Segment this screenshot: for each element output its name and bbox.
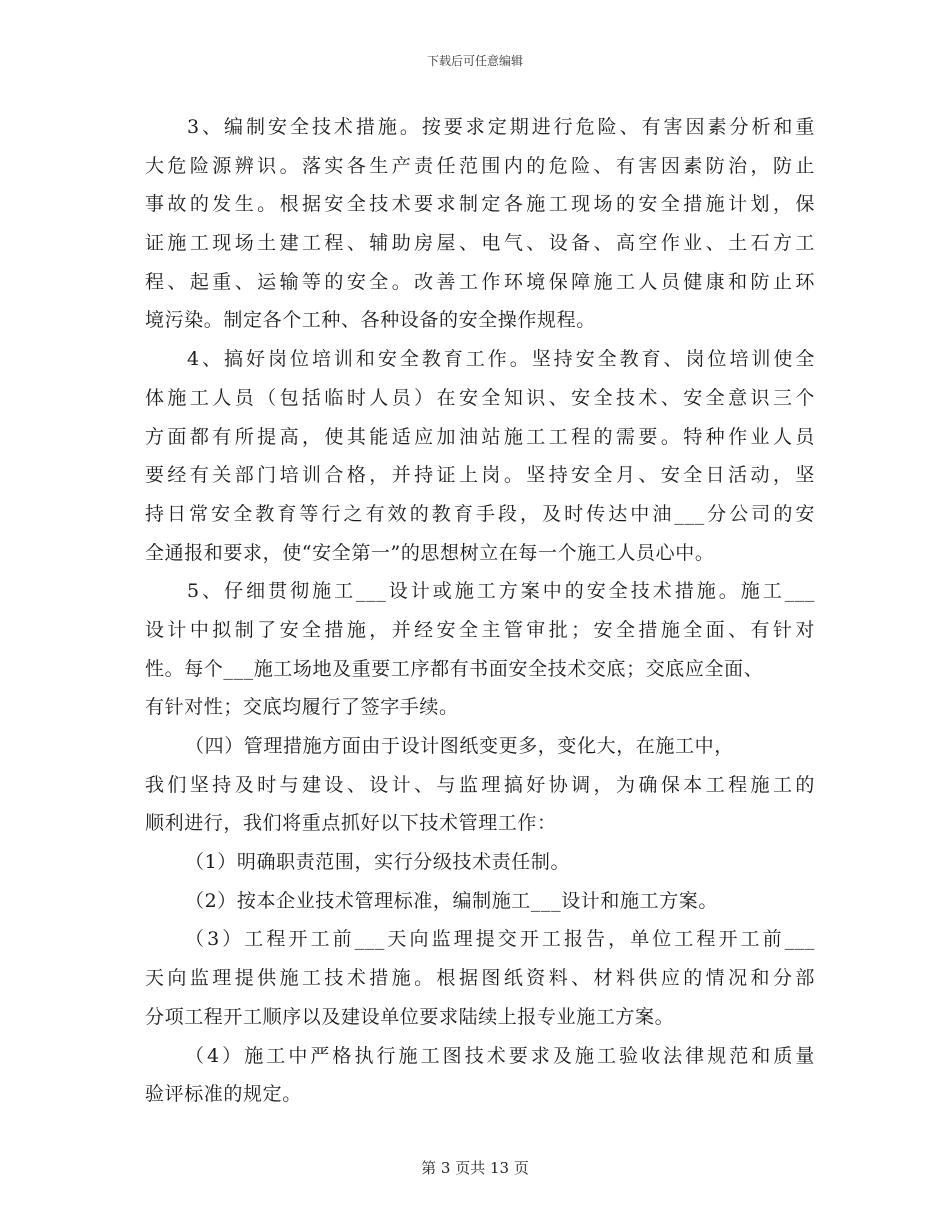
paragraph-line: 有针对性；交底均履行了签字手续。 [145, 696, 459, 719]
paragraph-line: 体施工人员（包括临时人员）在安全知识、安全技术、安全意识三个 [145, 386, 815, 409]
paragraph-line: 验评标准的规定。 [145, 1083, 302, 1106]
paragraph-line: 分项工程开工顺序以及建设单位要求陆续上报专业施工方案。 [145, 1005, 675, 1028]
paragraph-line: 方面都有所提高，使其能适应加油站施工工程的需要。特种作业人员 [145, 425, 815, 448]
paragraph-line: 4、搞好岗位培训和安全教育工作。坚持安全教育、岗位培训使全 [187, 348, 815, 371]
paragraph-line: 5、仔细贯彻施工___设计或施工方案中的安全技术措施。施工___ [187, 580, 815, 603]
page-footer: 第 3 页共 13 页 [421, 1159, 529, 1177]
paragraph-line: （2）按本企业技术管理标准，编制施工___设计和施工方案。 [185, 889, 718, 912]
page-header: 下载后可任意编辑 [426, 54, 523, 68]
paragraph-line: 证施工现场土建工程、辅助房屋、电气、设备、高空作业、土石方工 [145, 232, 815, 255]
paragraph-line: （四）管理措施方面由于设计图纸变更多，变化大，在施工中， [185, 735, 734, 757]
paragraph-line: 全通报和要求，使“安全第一”的思想树立在每一个施工人员心中。 [145, 541, 715, 564]
paragraph-line: 要经有关部门培训合格，并持证上岗。坚持安全月、安全日活动，坚 [145, 464, 815, 487]
paragraph-line: （3）工程开工前___天向监理提交开工报告，单位工程开工前___ [185, 928, 815, 951]
paragraph-line: 境污染。制定各个工种、各种设备的安全操作规程。 [145, 309, 596, 332]
paragraph-line: 天向监理提供施工技术措施。根据图纸资料、材料供应的情况和分部 [145, 967, 815, 990]
paragraph-line: （1）明确职责范围，实行分级技术责任制。 [185, 851, 571, 874]
paragraph-line: 程、起重、运输等的安全。改善工作环境保障施工人员健康和防止环 [145, 270, 815, 293]
paragraph-line: 设计中拟制了安全措施，并经安全主管审批；安全措施全面、有针对 [145, 618, 815, 641]
document-body [145, 108, 815, 1114]
paragraph-line: 性。每个___施工场地及重要工序都有书面安全技术交底；交底应全面、 [145, 657, 764, 680]
paragraph-line: 3、编制安全技术措施。按要求定期进行危险、有害因素分析和重 [187, 116, 815, 138]
paragraph-line: （4）施工中严格执行施工图技术要求及施工验收法律规范和质量 [185, 1044, 815, 1067]
paragraph-line: 我们坚持及时与建设、设计、与监理搞好协调，为确保本工程施工的 [145, 773, 815, 796]
paragraph-line: 事故的发生。根据安全技术要求制定各施工现场的安全措施计划，保 [145, 193, 815, 216]
paragraph-line: 持日常安全教育等行之有效的教育手段，及时传达中油___分公司的安 [145, 502, 815, 525]
paragraph-line: 大危险源辨识。落实各生产责任范围内的危险、有害因素防治，防止 [145, 154, 815, 177]
paragraph-line: 顺利进行，我们将重点抓好以下技术管理工作： [145, 812, 557, 835]
